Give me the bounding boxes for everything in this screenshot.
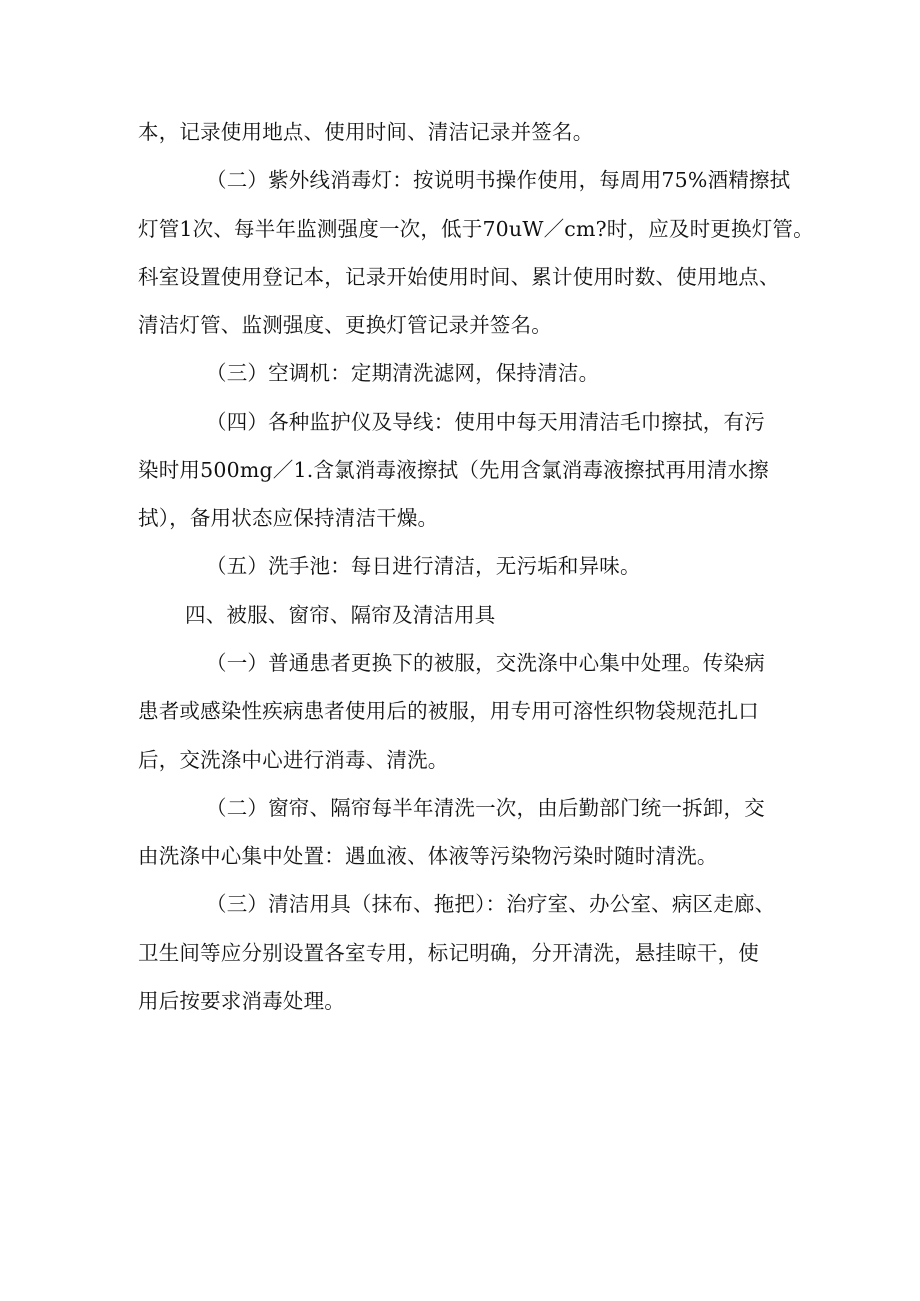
text-line: 后，交洗涤中心进行消毒、清洗。 xyxy=(138,748,449,772)
text-line: 拭），备用状态应保持清洁干燥。 xyxy=(138,506,439,530)
text-line: （二）窗帘、隔帘每半年清洗一次，由后勤部门统一拆卸，交 xyxy=(206,796,765,820)
text-line: （三）空调机：定期清洗滤网，保持清洁。 xyxy=(206,361,600,385)
text-line: 清洁灯管、监测强度、更换灯管记录并签名。 xyxy=(138,313,552,337)
text-line: 本，记录使用地点、使用时间、清洁记录并签名。 xyxy=(138,120,594,144)
text-line: 科室设置使用登记本，记录开始使用时间、累计使用时数、使用地点、 xyxy=(138,265,780,289)
section-heading: 四、被服、窗帘、隔帘及清洁用具 xyxy=(185,603,496,627)
text-line: （四）各种监护仪及导线：使用中每天用清洁毛巾擦拭，有污 xyxy=(206,410,765,434)
text-line: 患者或感染性疾病患者使用后的被服，用专用可溶性织物袋规范扎口 xyxy=(138,699,759,723)
text-line: （五）洗手池：每日进行清洁，无污垢和异味。 xyxy=(206,554,641,578)
text-line: 染时用500mg／1.含氯消毒液擦拭（先用含氯消毒液擦拭再用清水擦 xyxy=(138,458,769,482)
text-line: 由洗涤中心集中处置：遇血液、体液等污染物污染时随时清洗。 xyxy=(138,844,718,868)
text-line: 用后按要求消毒处理。 xyxy=(138,989,345,1013)
text-line: （一）普通患者更换下的被服，交洗涤中心集中处理。传染病 xyxy=(206,651,765,675)
text-line: 灯管1次、每半年监测强度一次，低于70uW／cm?时，应及时更换灯管。 xyxy=(138,217,814,241)
text-line: 卫生间等应分别设置各室专用，标记明确，分开清洗，悬挂晾干，使 xyxy=(138,941,759,965)
text-line: （三）清洁用具（抹布、拖把）：治疗室、办公室、病区走廊、 xyxy=(206,892,776,916)
text-line: （二）紫外线消毒灯：按说明书操作使用，每周用75%酒精擦拭 xyxy=(206,168,791,192)
